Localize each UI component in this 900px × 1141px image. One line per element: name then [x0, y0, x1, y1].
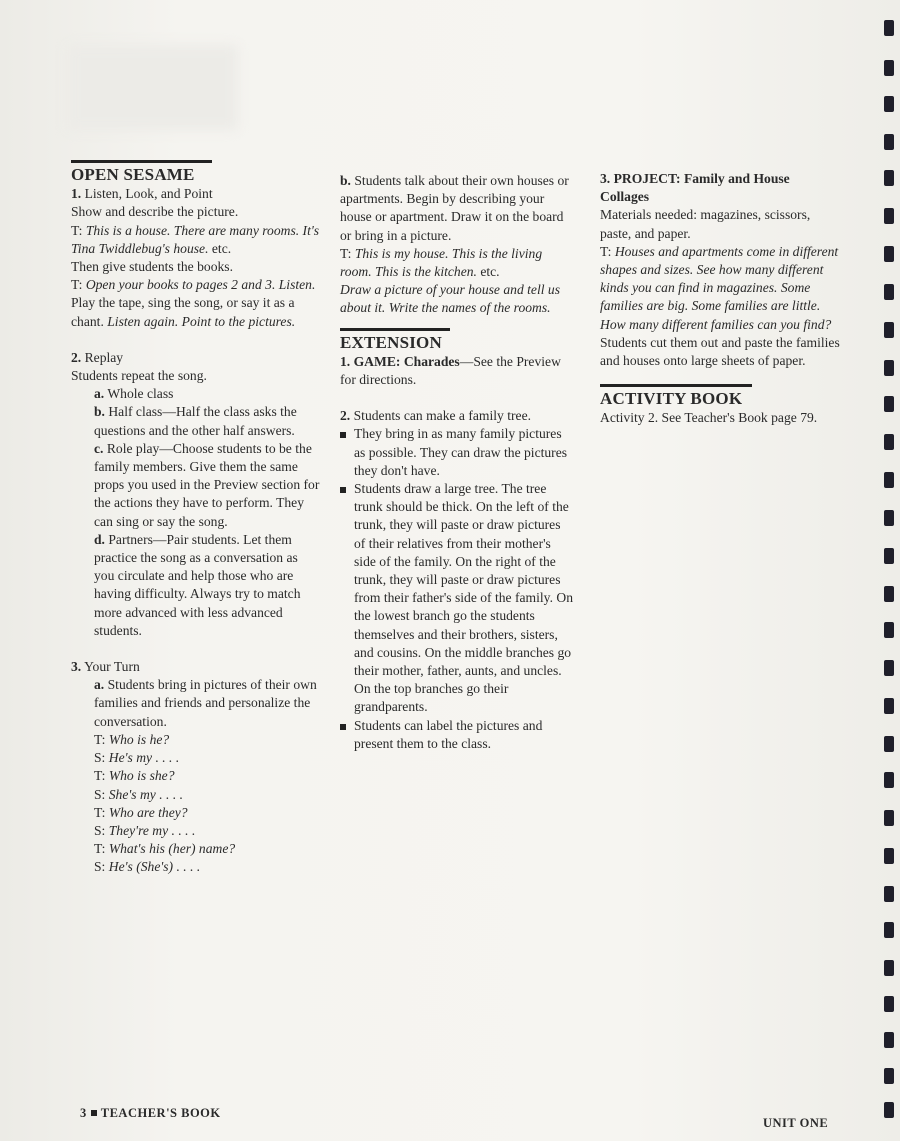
extension-1: 1. GAME: Charades—See the Preview for directions.	[340, 353, 561, 388]
step-1-line-2: T: This is a house. There are many rooms. It's Tina Twiddlebug's house. etc.	[71, 222, 320, 256]
dialog-line: S: They're my . . . .	[94, 822, 196, 838]
materials-line: Materials needed: magazines, scissors, paste, and paper.	[600, 207, 811, 241]
spiral-binding	[876, 0, 900, 1141]
dialog-line: T: What's his (her) name?	[94, 841, 236, 857]
column-open-sesame	[71, 160, 321, 877]
step-1b: b. Students talk about their own houses or apartments. Begin by describing your house or apartment. Draw it on the board or bring in a picture.	[340, 173, 569, 243]
cut-instruction: Students cut them out and paste the families and houses onto large sheets of paper.	[600, 334, 840, 369]
dialog-line: S: He's my . . . .	[94, 750, 180, 766]
step-2d: d. Partners—Pair students. Let them practice the song as a conversation as you circulate and help those who are having difficulty. Always try to match more advanced with less advanced students.	[94, 531, 301, 638]
draw-instruction: Draw a picture of your house and tell us about it. Write the names of the rooms.	[340, 282, 561, 316]
activity-book-text: Activity 2. See Teacher's Book page 79.	[600, 410, 818, 426]
extension-heading: EXTENSION	[340, 328, 450, 353]
column-middle	[340, 172, 575, 753]
list-item: Students draw a large tree. The tree trunk should be thick. On the left of the trunk, they will paste or draw pictures of their relatives from their mother's side of the family. On the right of the trunk, they will paste or draw pictures from their father's side of the family. On the lowest branch go the students themselves and their brothers, sisters, and cousins. On the middle branches go their mother, father, aunts, and uncles. On the top branches go their grandparents.	[340, 480, 575, 717]
open-sesame-heading: OPEN SESAME	[71, 160, 212, 185]
dialog-line: T: Who is he?	[94, 731, 170, 747]
teacher-line: T: This is my house. This is the living room. This is the kitchen. etc.	[340, 245, 543, 280]
project-title: 3. PROJECT: Family and House Collages	[600, 171, 790, 205]
dialog-line: S: He's (She's) . . . .	[94, 859, 201, 875]
footer-page-label: 3 TEACHER'S BOOK	[80, 1106, 221, 1120]
extension-2: 2. Students can make a family tree.	[340, 408, 532, 424]
footer-unit: UNIT ONE	[763, 1116, 829, 1130]
activity-book-heading: ACTIVITY BOOK	[600, 384, 752, 409]
step-1-line-4: T: Open your books to pages 2 and 3. Listen. Play the tape, sing the song, or say it as a chant. Listen again. Point to the pictures.	[71, 277, 316, 329]
step-3a: a. Students bring in pictures of their own families and friends and personalize the conversation.	[94, 677, 317, 729]
list-item: They bring in as many family pictures as possible. They can draw the pictures they don't have.	[340, 425, 575, 480]
step-2c: c. Role play—Choose students to be the family members. Give them the same props you used in the Preview section for the actions they have to perform. They can sing or say the song.	[94, 440, 320, 529]
dialog-line: T: Who are they?	[94, 804, 188, 820]
step-2-title: 2. Replay	[71, 349, 124, 365]
bleed-through-shadow	[68, 45, 238, 130]
step-3-title: 3. Your Turn	[71, 659, 140, 675]
list-item: Students can label the pictures and present them to the class.	[340, 717, 575, 753]
step-2a: a. Whole class	[94, 386, 174, 402]
step-2-intro: Students repeat the song.	[71, 368, 207, 384]
step-1-line-3: Then give students the books.	[71, 259, 233, 275]
step-1-line-1: Show and describe the picture.	[71, 204, 239, 220]
step-2b: b. Half class—Half the class asks the questions and the other half answers.	[94, 404, 297, 438]
step-1-title: 1. Listen, Look, and Point	[71, 186, 213, 202]
column-right	[600, 170, 840, 428]
dialog-line: S: She's my . . . .	[94, 786, 184, 802]
teacher-line: T: Houses and apartments come in different shapes and sizes. See how many different kinds you can find in magazines. Some families are big. Some families are little. How many different families can you find?	[600, 243, 839, 332]
dialog-line: T: Who is she?	[94, 768, 175, 784]
